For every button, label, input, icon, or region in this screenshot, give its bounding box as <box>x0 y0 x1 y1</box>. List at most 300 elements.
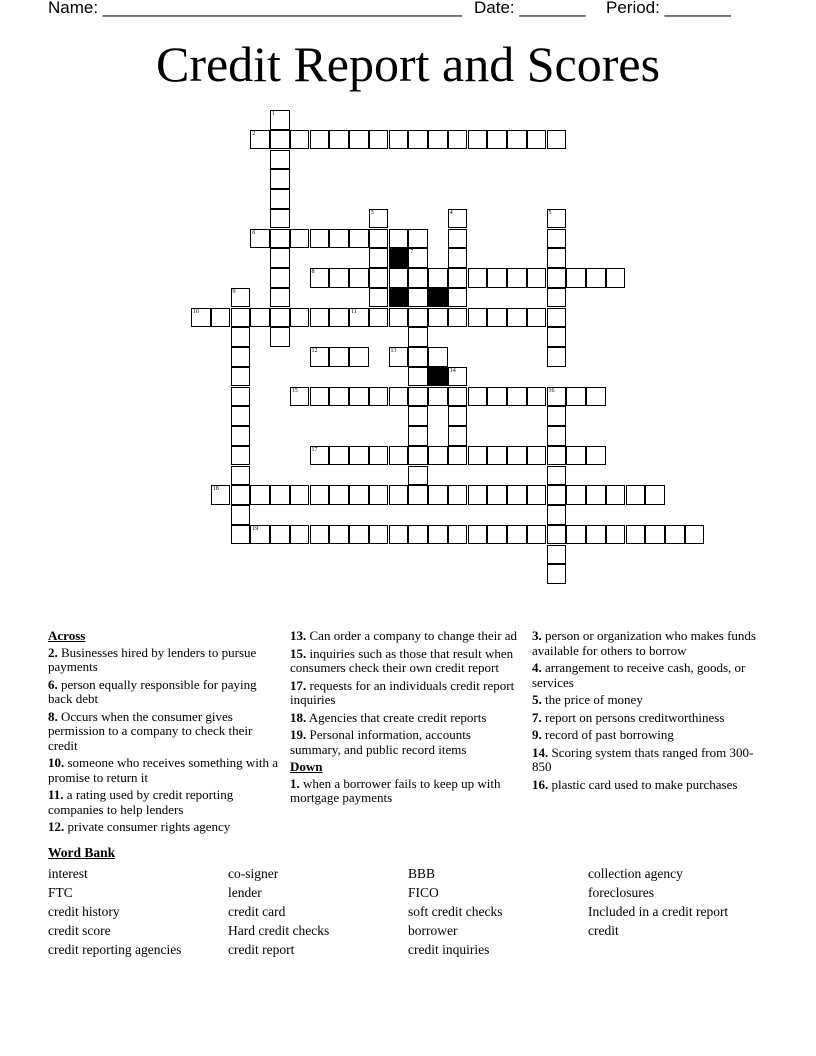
crossword-cell[interactable] <box>448 229 468 249</box>
crossword-cell[interactable] <box>408 446 428 466</box>
crossword-cell[interactable] <box>408 268 428 288</box>
crossword-cell[interactable] <box>408 130 428 150</box>
word-bank-entry: lender <box>228 885 262 900</box>
crossword-cell[interactable] <box>428 446 448 466</box>
clue-number: 4 <box>449 209 453 216</box>
crossword-cell[interactable] <box>527 485 547 505</box>
crossword-cell[interactable] <box>448 268 468 288</box>
crossword-cell[interactable] <box>191 308 211 328</box>
crossword-cell[interactable] <box>487 130 507 150</box>
crossword-cell[interactable] <box>566 446 586 466</box>
crossword-cell[interactable] <box>290 525 310 545</box>
blocked-cell <box>389 248 409 268</box>
crossword-cell[interactable] <box>408 485 428 505</box>
crossword-cell[interactable] <box>231 525 251 545</box>
crossword-cell[interactable] <box>369 525 389 545</box>
crossword-cell[interactable] <box>428 130 448 150</box>
crossword-cell[interactable] <box>606 525 626 545</box>
clue-number: 2 <box>252 130 256 137</box>
crossword-cell[interactable] <box>349 308 369 328</box>
down-clue <box>532 746 764 775</box>
clue-text: person equally responsible for paying back debt <box>48 676 257 706</box>
crossword-cell[interactable] <box>665 525 685 545</box>
word-bank-column <box>48 864 228 959</box>
crossword-cell[interactable] <box>369 387 389 407</box>
down-clue <box>532 693 764 708</box>
clue-number: 3 <box>370 209 374 216</box>
crossword-cell[interactable] <box>231 446 251 466</box>
crossword-cell[interactable] <box>547 426 567 446</box>
crossword-cell[interactable] <box>547 327 567 347</box>
clue-text: person or organization who makes funds available for others to borrow <box>532 628 756 658</box>
crossword-cell[interactable] <box>507 525 527 545</box>
crossword-cell[interactable] <box>310 308 330 328</box>
crossword-cell[interactable] <box>270 229 290 249</box>
crossword-cell[interactable] <box>231 505 251 525</box>
word-bank-entry: co-signer <box>228 866 279 881</box>
down-clue <box>532 728 764 743</box>
crossword-cell[interactable] <box>547 406 567 426</box>
crossword-cell[interactable] <box>547 130 567 150</box>
crossword-cell[interactable] <box>586 446 606 466</box>
across-clue <box>290 711 522 726</box>
crossword-cell[interactable] <box>448 130 468 150</box>
clue-text: Personal information, accounts summary, and public record items <box>290 727 471 757</box>
crossword-cell[interactable] <box>507 485 527 505</box>
crossword-cell[interactable] <box>329 446 349 466</box>
clue-number: 19. <box>290 727 307 742</box>
down-clue <box>290 777 522 806</box>
crossword-cell[interactable] <box>290 229 310 249</box>
down-clue <box>532 711 764 726</box>
crossword-cell[interactable] <box>389 387 409 407</box>
clue-number: 7 <box>410 249 414 256</box>
crossword-cell[interactable] <box>310 130 330 150</box>
crossword-cell[interactable] <box>507 387 527 407</box>
crossword-cell[interactable] <box>487 525 507 545</box>
clue-number: 13. <box>290 628 307 643</box>
crossword-cell[interactable] <box>408 308 428 328</box>
crossword-cell[interactable] <box>487 485 507 505</box>
crossword-cell[interactable] <box>468 485 488 505</box>
across-clue <box>48 646 280 675</box>
crossword-cell[interactable] <box>468 387 488 407</box>
clue-text: requests for an individuals credit report inquiries <box>290 677 515 707</box>
crossword-cell[interactable] <box>448 367 468 387</box>
period-field[interactable]: Period: _______ <box>606 0 731 17</box>
clue-text: inquiries such as those that result when consumers check their own credit report <box>290 645 514 675</box>
crossword-cell[interactable] <box>408 288 428 308</box>
crossword-cell[interactable] <box>369 268 389 288</box>
crossword-cell[interactable] <box>349 268 369 288</box>
clue-number: 11 <box>351 308 357 315</box>
clue-text: report on persons creditworthiness <box>545 709 725 725</box>
down-clue <box>532 778 764 793</box>
clue-number: 13 <box>390 348 397 354</box>
crossword-cell[interactable] <box>626 485 646 505</box>
crossword-cell[interactable] <box>270 485 290 505</box>
crossword-cell[interactable] <box>428 485 448 505</box>
crossword-cell[interactable] <box>408 347 428 367</box>
crossword-cell[interactable] <box>408 406 428 426</box>
clue-number: 8 <box>311 269 315 275</box>
word-bank-entry: FTC <box>48 885 73 900</box>
across-clue <box>290 629 522 644</box>
crossword-cell[interactable] <box>310 347 330 367</box>
crossword-cell[interactable] <box>290 485 310 505</box>
crossword-cell[interactable] <box>231 327 251 347</box>
crossword-cell[interactable] <box>329 130 349 150</box>
crossword-cell[interactable] <box>369 485 389 505</box>
crossword-cell[interactable] <box>369 446 389 466</box>
crossword-cell[interactable] <box>547 288 567 308</box>
crossword-cell[interactable] <box>310 525 330 545</box>
crossword-cell[interactable] <box>231 485 251 505</box>
crossword-cell[interactable] <box>231 387 251 407</box>
crossword-cell[interactable] <box>547 545 567 565</box>
crossword-cell[interactable] <box>507 130 527 150</box>
clue-column-3 <box>532 629 764 795</box>
word-bank-entry: credit <box>588 923 619 938</box>
crossword-cell[interactable] <box>448 426 468 446</box>
crossword-cell[interactable] <box>310 485 330 505</box>
word-bank-entry: foreclosures <box>588 885 654 900</box>
crossword-cell[interactable] <box>408 229 428 249</box>
crossword-cell[interactable] <box>547 525 567 545</box>
clue-number: 15 <box>291 387 298 394</box>
crossword-cell[interactable] <box>270 327 290 347</box>
clue-number: 5 <box>548 209 552 216</box>
crossword-cell[interactable] <box>527 525 547 545</box>
crossword-cell[interactable] <box>468 308 488 328</box>
crossword-cell[interactable] <box>349 387 369 407</box>
crossword-cell[interactable] <box>408 248 428 268</box>
crossword-cell[interactable] <box>586 387 606 407</box>
clue-text: Can order a company to change their ad <box>309 628 518 643</box>
crossword-cell[interactable] <box>310 268 330 288</box>
clue-number: 15. <box>290 645 307 661</box>
word-bank-entry: credit reporting agencies <box>48 942 182 957</box>
crossword-cell[interactable] <box>211 308 231 328</box>
crossword-cell[interactable] <box>428 387 448 407</box>
clue-text: a rating used by credit reporting companies to help lenders <box>48 787 234 817</box>
crossword-cell[interactable] <box>586 485 606 505</box>
word-bank-entry: credit history <box>48 904 120 919</box>
crossword-cell[interactable] <box>527 387 547 407</box>
word-bank-entry: interest <box>48 866 88 881</box>
crossword-cell[interactable] <box>290 130 310 150</box>
crossword-cell[interactable] <box>369 130 389 150</box>
clue-number: 1 <box>272 111 275 117</box>
crossword-cell[interactable] <box>547 387 567 407</box>
crossword-cell[interactable] <box>606 268 626 288</box>
crossword-cell[interactable] <box>270 288 290 308</box>
crossword-cell[interactable] <box>369 288 389 308</box>
crossword-cell[interactable] <box>369 248 389 268</box>
crossword-cell[interactable] <box>329 268 349 288</box>
crossword-cell[interactable] <box>329 308 349 328</box>
clue-number: 17. <box>290 677 307 693</box>
crossword-cell[interactable] <box>389 130 409 150</box>
crossword-cell[interactable] <box>626 525 646 545</box>
puzzle-title: Credit Report and Scores <box>155 36 661 92</box>
clue-text: Agencies that create credit reports <box>308 709 487 725</box>
down-clue <box>532 661 764 690</box>
crossword-cell[interactable] <box>231 308 251 328</box>
crossword-cell[interactable] <box>428 268 448 288</box>
crossword-cell[interactable] <box>468 525 488 545</box>
crossword-cell[interactable] <box>527 308 547 328</box>
clue-text: someone who receives something with a promise to return it <box>48 755 278 785</box>
across-clue <box>48 756 280 785</box>
crossword-cell[interactable] <box>408 426 428 446</box>
crossword-cell[interactable] <box>448 525 468 545</box>
crossword-cell[interactable] <box>448 406 468 426</box>
crossword-cell[interactable] <box>270 308 290 328</box>
clue-number: 6 <box>252 229 256 236</box>
crossword-cell[interactable] <box>389 347 409 367</box>
crossword-cell[interactable] <box>448 387 468 407</box>
crossword-cell[interactable] <box>487 387 507 407</box>
crossword-cell[interactable] <box>408 367 428 387</box>
blocked-cell <box>428 288 448 308</box>
crossword-cell[interactable] <box>448 308 468 328</box>
crossword-cell[interactable] <box>428 347 448 367</box>
crossword-cell[interactable] <box>645 525 665 545</box>
word-bank-entry: soft credit checks <box>408 904 503 919</box>
crossword-cell[interactable] <box>448 446 468 466</box>
crossword-cell[interactable] <box>349 130 369 150</box>
crossword-cell[interactable] <box>349 347 369 367</box>
crossword-cell[interactable] <box>547 347 567 367</box>
clue-column-1 <box>48 629 280 838</box>
across-clue <box>48 678 280 707</box>
crossword-cell[interactable] <box>547 564 567 584</box>
crossword-cell[interactable] <box>487 446 507 466</box>
crossword-cell[interactable] <box>468 268 488 288</box>
crossword-cell[interactable] <box>389 229 409 249</box>
across-clue <box>290 647 522 676</box>
clue-text: the price of money <box>545 692 643 707</box>
crossword-cell[interactable] <box>566 387 586 407</box>
crossword-cell[interactable] <box>487 268 507 288</box>
clue-number: 12 <box>311 348 318 354</box>
name-field[interactable]: Name: ______________________________________ <box>48 0 463 17</box>
clue-text: Scoring system thats ranged from 300-850 <box>532 744 754 774</box>
crossword-cell[interactable] <box>448 288 468 308</box>
crossword-cell[interactable] <box>389 485 409 505</box>
clue-text: private consumer rights agency <box>67 819 231 834</box>
crossword-cell[interactable] <box>231 406 251 426</box>
across-heading: Across <box>48 628 86 643</box>
clue-text: Businesses hired by lenders to pursue payments <box>48 644 257 674</box>
crossword-cell[interactable] <box>231 426 251 446</box>
across-clue <box>48 710 280 754</box>
crossword-cell[interactable] <box>270 248 290 268</box>
crossword-cell[interactable] <box>349 525 369 545</box>
crossword-cell[interactable] <box>290 387 310 407</box>
clue-number: 3. <box>532 628 542 643</box>
crossword-cell[interactable] <box>329 525 349 545</box>
crossword-cell[interactable] <box>329 347 349 367</box>
crossword-cell[interactable] <box>231 288 251 308</box>
crossword-cell[interactable] <box>547 268 567 288</box>
crossword-cell[interactable] <box>547 229 567 249</box>
crossword-cell[interactable] <box>270 130 290 150</box>
word-bank-entry: credit score <box>48 923 111 938</box>
word-bank-entry: credit card <box>228 904 286 919</box>
crossword-cell[interactable] <box>369 308 389 328</box>
crossword-cell[interactable] <box>250 229 270 249</box>
crossword-cell[interactable] <box>250 485 270 505</box>
word-bank-column <box>408 864 588 959</box>
crossword-cell[interactable] <box>566 525 586 545</box>
crossword-cell[interactable] <box>349 485 369 505</box>
clue-number: 16. <box>532 776 549 792</box>
crossword-cell[interactable] <box>586 268 606 288</box>
crossword-cell[interactable] <box>547 248 567 268</box>
crossword-cell[interactable] <box>270 189 290 209</box>
crossword-cell[interactable] <box>448 485 468 505</box>
crossword-cell[interactable] <box>329 387 349 407</box>
across-clue <box>48 788 280 817</box>
crossword-cell[interactable] <box>310 387 330 407</box>
word-bank-entry: credit report <box>228 942 295 957</box>
crossword-cell[interactable] <box>349 446 369 466</box>
crossword-cell[interactable] <box>547 485 567 505</box>
crossword-cell[interactable] <box>487 308 507 328</box>
clue-text: record of past borrowing <box>545 727 674 742</box>
crossword-cell[interactable] <box>586 525 606 545</box>
word-bank-heading: Word Bank <box>48 845 116 860</box>
crossword-cell[interactable] <box>527 446 547 466</box>
crossword-cell[interactable] <box>606 485 626 505</box>
clue-number: 14 <box>449 367 456 374</box>
crossword-cell[interactable] <box>547 466 567 486</box>
across-clue <box>48 820 280 835</box>
crossword-cell[interactable] <box>389 308 409 328</box>
crossword-cell[interactable] <box>389 525 409 545</box>
crossword-cell[interactable] <box>270 150 290 170</box>
word-bank-column <box>588 864 768 940</box>
crossword-cell[interactable] <box>389 268 409 288</box>
clue-number: 6. <box>48 676 58 692</box>
crossword-cell[interactable] <box>468 130 488 150</box>
crossword-cell[interactable] <box>250 130 270 150</box>
crossword-cell[interactable] <box>448 209 468 229</box>
crossword-cell[interactable] <box>547 308 567 328</box>
clue-number: 18 <box>212 486 219 493</box>
crossword-cell[interactable] <box>231 466 251 486</box>
crossword-cell[interactable] <box>566 268 586 288</box>
word-bank-entry: Hard credit checks <box>228 923 330 938</box>
crossword-cell[interactable] <box>408 327 428 347</box>
clue-number: 7. <box>532 709 542 725</box>
blocked-cell <box>428 367 448 387</box>
clue-number: 8. <box>48 708 58 724</box>
crossword-cell[interactable] <box>250 308 270 328</box>
crossword-cell[interactable] <box>468 446 488 466</box>
crossword-cell[interactable] <box>211 485 231 505</box>
crossword-cell[interactable] <box>408 387 428 407</box>
crossword-cell[interactable] <box>685 525 705 545</box>
clue-text: arrangement to receive cash, goods, or services <box>532 660 746 690</box>
clue-number: 1. <box>290 775 300 791</box>
crossword-cell[interactable] <box>507 308 527 328</box>
crossword-cell[interactable] <box>290 308 310 328</box>
clue-number: 10 <box>193 308 199 315</box>
crossword-cell[interactable] <box>270 209 290 229</box>
crossword-cell[interactable] <box>270 525 290 545</box>
crossword-cell[interactable] <box>270 110 290 130</box>
crossword-cell[interactable] <box>310 229 330 249</box>
clue-number: 5. <box>532 692 542 707</box>
clue-number: 18. <box>290 709 307 725</box>
crossword-cell[interactable] <box>270 169 290 189</box>
clue-number: 10. <box>48 755 65 770</box>
crossword-cell[interactable] <box>389 446 409 466</box>
crossword-cell[interactable] <box>369 209 389 229</box>
clue-number: 2. <box>48 644 58 660</box>
crossword-cell[interactable] <box>547 446 567 466</box>
down-clue <box>532 629 764 658</box>
crossword-cell[interactable] <box>527 130 547 150</box>
clue-number: 9. <box>532 727 542 742</box>
word-bank-entry: borrower <box>408 923 458 938</box>
clue-number: 12. <box>48 819 65 834</box>
clue-text: plastic card used to make purchases <box>551 776 738 792</box>
crossword-cell[interactable] <box>547 505 567 525</box>
crossword-cell[interactable] <box>250 525 270 545</box>
crossword-cell[interactable] <box>270 268 290 288</box>
crossword-cell[interactable] <box>329 229 349 249</box>
crossword-cell[interactable] <box>329 485 349 505</box>
crossword-cell[interactable] <box>349 229 369 249</box>
word-bank-entry: BBB <box>408 866 436 881</box>
crossword-cell[interactable] <box>310 446 330 466</box>
clue-text: Occurs when the consumer gives permission to a company to check their credit <box>48 708 253 753</box>
crossword-cell[interactable] <box>527 268 547 288</box>
word-bank-entry: Included in a credit report <box>588 904 729 919</box>
crossword-cell[interactable] <box>448 248 468 268</box>
crossword-cell[interactable] <box>408 525 428 545</box>
clue-number: 16 <box>548 387 555 394</box>
crossword-cell[interactable] <box>566 485 586 505</box>
crossword-cell[interactable] <box>547 209 567 229</box>
word-bank-column <box>228 864 408 959</box>
crossword-cell[interactable] <box>408 466 428 486</box>
word-bank-entry: FICO <box>408 885 439 900</box>
crossword-cell[interactable] <box>507 446 527 466</box>
crossword-cell[interactable] <box>231 367 251 387</box>
crossword-cell[interactable] <box>428 308 448 328</box>
date-field[interactable]: Date: _______ <box>474 0 586 17</box>
blocked-cell <box>389 288 409 308</box>
across-clue <box>290 728 522 757</box>
clue-number: 9 <box>232 288 236 295</box>
crossword-cell[interactable] <box>231 347 251 367</box>
crossword-cell[interactable] <box>369 229 389 249</box>
clue-text: when a borrower fails to keep up with mortgage payments <box>290 775 501 805</box>
down-heading: Down <box>290 759 323 774</box>
crossword-cell[interactable] <box>645 485 665 505</box>
clue-number: 4. <box>532 660 542 675</box>
crossword-cell[interactable] <box>428 525 448 545</box>
word-bank-entry: collection agency <box>588 866 683 881</box>
word-bank-entry: credit inquiries <box>408 942 490 957</box>
crossword-cell[interactable] <box>507 268 527 288</box>
clue-column-2 <box>290 629 522 809</box>
